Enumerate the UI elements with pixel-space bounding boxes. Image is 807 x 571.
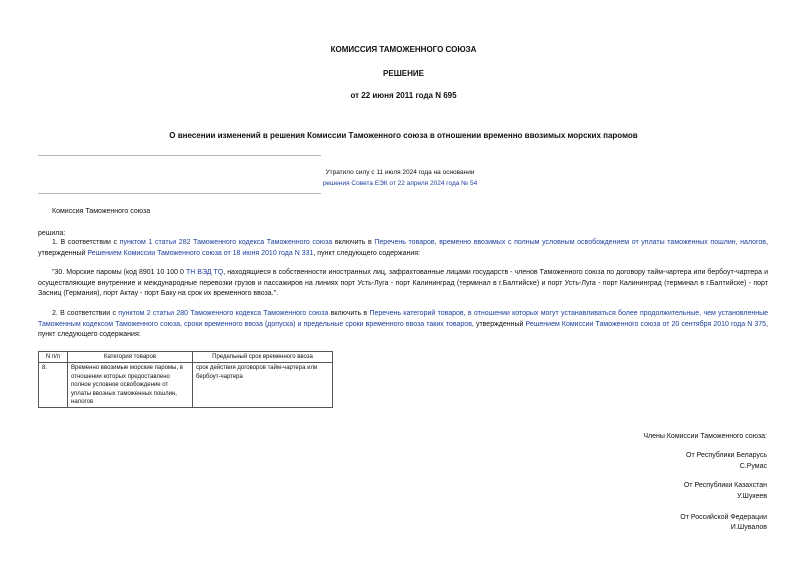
preamble-decided: решила: (38, 230, 66, 237)
signature-russia-name: И.Шувалов (730, 524, 767, 531)
signatures-heading: Члены Комиссии Таможенного союза: (643, 433, 767, 440)
table-cell-number: 8. (39, 363, 68, 408)
table-header-number: N п/п (39, 352, 68, 363)
status-note (250, 167, 550, 189)
paragraph-1 (38, 238, 768, 259)
divider-bottom (38, 193, 321, 194)
document-kind: РЕШЕНИЕ (383, 69, 424, 78)
p2-link-list[interactable]: Перечень категорий товаров, в отношении которых могут устанавливаться более продолжительные, чем установленные Таможенным кодексом Таможенного союза, сроки временного ввоза (допуска) и предельные сроки временного ввоза таких товаров (38, 310, 768, 328)
p30-text-b: , находящиеся в собственности иностранных лиц, зафрахтованные лицами государств - членов Таможенного союза по договору тайм-чартера или бербоут-чартера и осуществляющие внутренние и международные перевозки грузов и пассажиров на линиях порт Усть-Луга - порт Калининград (терминал в г.Балтийске) и порт Усть-Луга - порт Калининград (терминал в г.Балтийске) - порт Засниц (Германия), порт Актау - порт Баку на срок их временного ввоза.". (38, 269, 768, 297)
paragraph-2 (38, 309, 768, 341)
divider-top (38, 155, 321, 156)
p2-text-c: , утвержденный (471, 320, 526, 328)
p1-text-c: , утвержденный (38, 239, 768, 257)
p30-link-tnved[interactable]: ТН ВЭД TQ (185, 269, 224, 276)
table-header-category: Категория товаров (68, 352, 193, 363)
table-row (39, 363, 333, 408)
signature-belarus-name: С.Румас (739, 463, 767, 470)
table-header-term: Предельный срок временного ввоза (193, 352, 333, 363)
p2-link-decision[interactable]: Решением Комиссии Таможенного союза от 20 сентября 2010 года N 375 (525, 320, 767, 328)
document-org: КОМИССИЯ ТАМОЖЕННОГО СОЮЗА (330, 45, 477, 54)
p2-text-b: включить в (328, 310, 370, 317)
p1-text-b: включить в (332, 239, 375, 246)
p1-link-code-article[interactable]: пунктом 1 статьи 282 Таможенного кодекса Таможенного союза (119, 239, 333, 246)
p2-text-d: , пункт следующего содержания: (38, 320, 769, 338)
p2-link-code-article[interactable]: пунктом 2 статьи 280 Таможенного кодекса Таможенного союза (118, 310, 329, 317)
table-cell-term: срок действия договоров тайм-чартера или бербоут-чартера (193, 363, 333, 408)
signature-belarus-label: От Республики Беларусь (686, 452, 767, 459)
p30-text-a: "30. Морские паромы (код 8901 10 100 0 (52, 269, 186, 276)
document-title: О внесении изменений в решения Комиссии Таможенного союза в отношении временно ввозимых морских паромов (169, 131, 638, 140)
paragraph-item-30 (38, 268, 768, 300)
preamble-party: Комиссия Таможенного союза (52, 208, 151, 215)
table-header-row (39, 352, 333, 363)
signature-russia-label: От Российской Федерации (680, 514, 767, 521)
p1-link-decision[interactable]: Решением Комиссии Таможенного союза от 18 июня 2010 года N 331 (87, 249, 314, 257)
status-text: Утратило силу с 11 июля 2024 года на основании (325, 169, 475, 176)
signature-kazakhstan-name: У.Шукеев (736, 493, 767, 500)
p2-text-a: 2. В соответствии с (52, 310, 119, 317)
p1-text-d: , пункт следующего содержания: (313, 249, 420, 257)
goods-table (38, 351, 333, 408)
p1-link-list[interactable]: Перечень товаров, временно ввозимых с полным условным освобождением от уплаты таможенных пошлин, налогов (374, 239, 767, 246)
document-date: от 22 июня 2011 года N 695 (350, 91, 457, 100)
p1-text-a: 1. В соответствии с (52, 239, 120, 246)
table-cell-category: Временно ввозимые морские паромы, в отношении которых предоставлено полное условное освобождение от уплаты ввозных таможенных пошлин, налогов (68, 363, 193, 408)
status-link[interactable]: решения Совета ЕЭК от 22 апреля 2024 года № 54 (322, 180, 478, 187)
signature-kazakhstan-label: От Республики Казахстан (683, 482, 767, 489)
